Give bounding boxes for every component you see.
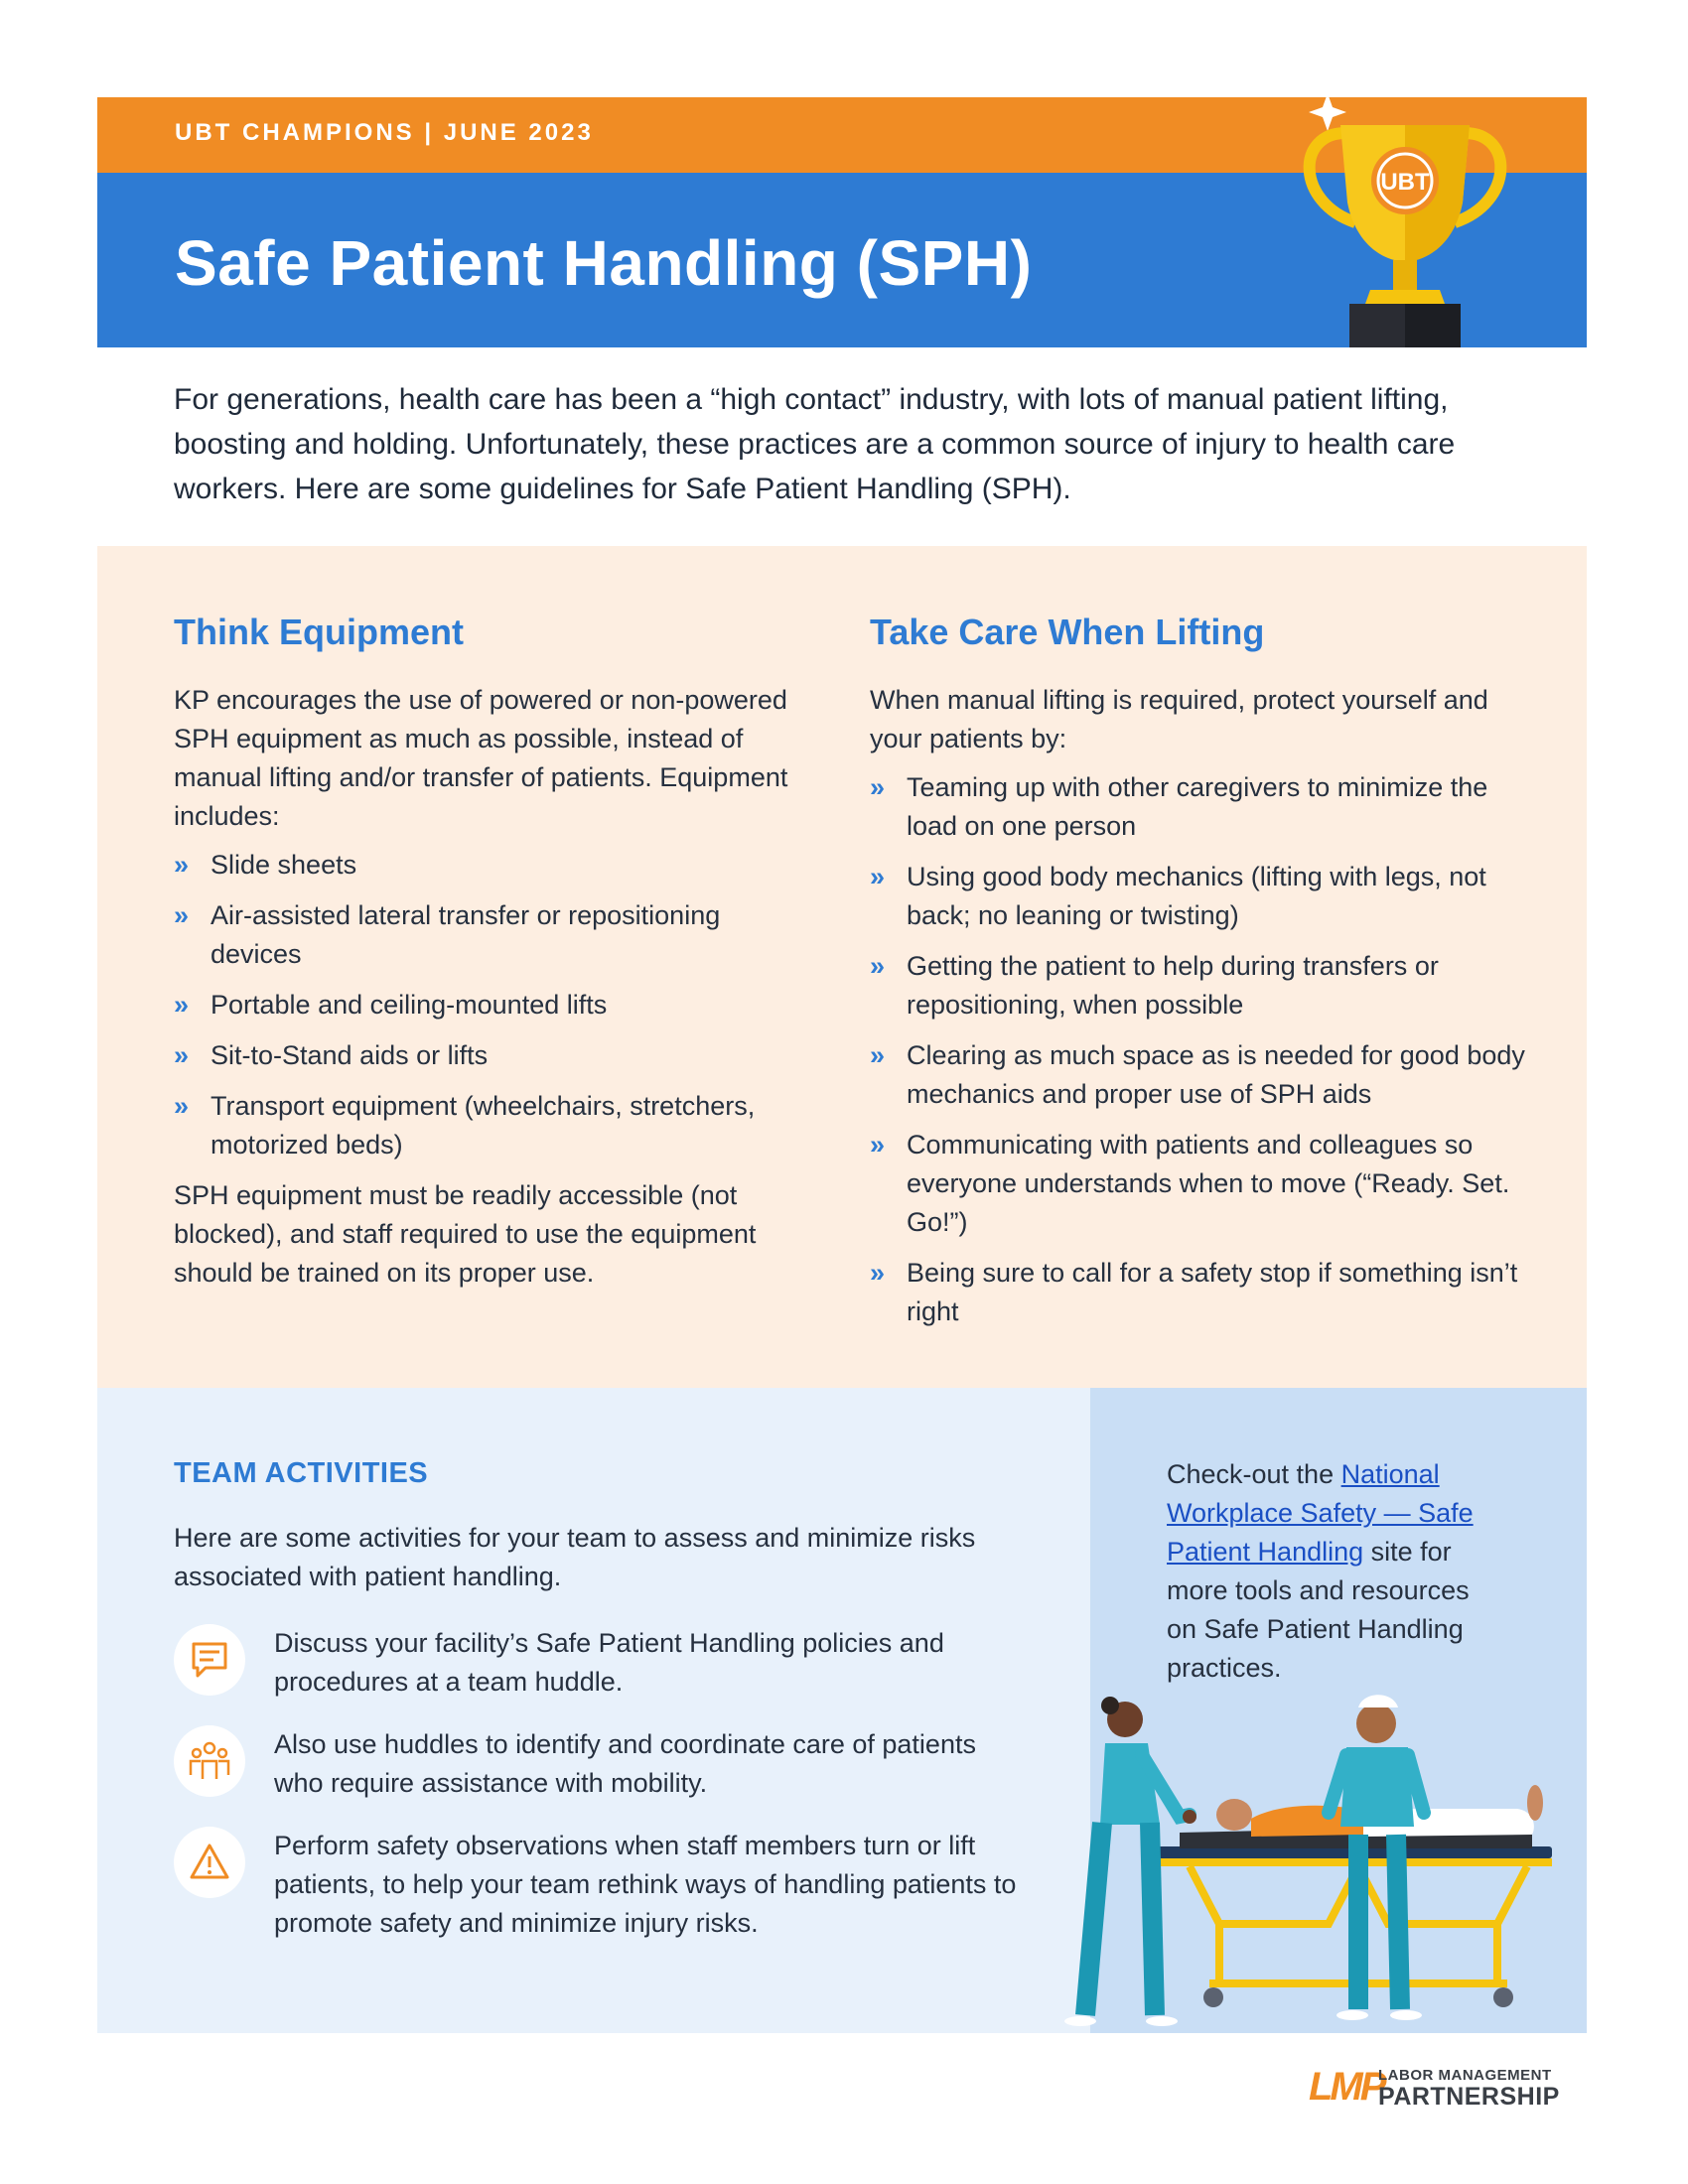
bullet-glyph: » <box>174 990 190 1020</box>
trophy-label: UBT <box>1380 169 1430 196</box>
bullet-glyph: » <box>870 1040 886 1070</box>
trophy-icon <box>1286 93 1524 347</box>
bullet-glyph: » <box>174 900 190 930</box>
bullet-glyph: » <box>174 850 190 880</box>
intro-paragraph: For generations, health care has been a “high contact” industry, with lots of manual patient lifting, boosting and holding. Unfortunately, these practices are a common source of injury to health care workers. Here are some guidelines for Safe Patient Handling (SPH). <box>174 383 1456 505</box>
bullet-glyph: » <box>870 951 886 981</box>
think-equipment-column <box>174 612 809 1293</box>
list-item: » Getting the patient to help during transfers or repositioning, when possible <box>870 947 1535 1024</box>
team-activities-intro: Here are some activities for your team to assess and minimize risks associated with patient handling. <box>174 1523 976 1591</box>
activity-text: Perform safety observations when staff members turn or lift patients, to help your team rethink ways of handling patients to promote safety and minimize injury risks. <box>274 1831 1017 1938</box>
bullet-glyph: » <box>174 1091 190 1121</box>
list-item: » Clearing as much space as is needed for good body mechanics and proper use of SPH aids <box>870 1036 1535 1114</box>
list-item: » Portable and ceiling-mounted lifts <box>174 986 809 1024</box>
tips-panel <box>97 546 1587 1388</box>
bullet-glyph: » <box>174 1040 190 1070</box>
lmp-logo-line1: LABOR MANAGEMENT <box>1378 2067 1552 2084</box>
national-workplace-safety-link[interactable]: National Workplace Safety — Safe Patient Handling <box>1167 1459 1474 1567</box>
bullet-glyph: » <box>870 1258 886 1288</box>
activity-text: Also use huddles to identify and coordinate care of patients who require assistance with mobility. <box>274 1729 976 1798</box>
patient-transport-illustration <box>1031 1686 1567 2033</box>
lmp-logo-line2: PARTNERSHIP <box>1378 2083 1560 2111</box>
warning-icon <box>174 1827 245 1898</box>
page-title: Safe Patient Handling (SPH) <box>175 227 1033 299</box>
team-icon <box>174 1725 245 1797</box>
activity-text: Discuss your facility’s Safe Patient Handling policies and procedures at a team huddle. <box>274 1628 944 1697</box>
equipment-list <box>174 846 809 1164</box>
bullet-glyph: » <box>870 1130 886 1160</box>
list-item: » Sit-to-Stand aids or lifts <box>174 1036 809 1075</box>
resources-text: Check-out the National Workplace Safety — Safe Patient Handling site for more tools and resources on Safe Patient Handling practices. <box>1167 1459 1474 1683</box>
think-equipment-heading: Think Equipment <box>174 612 464 652</box>
take-care-column <box>870 612 1535 1343</box>
think-equipment-closing: SPH equipment must be readily accessible (not blocked), and staff required to use the equipment should be trained on its proper use. <box>174 1180 757 1288</box>
lmp-logo <box>1309 2065 1589 2111</box>
resources-sidebar <box>1090 1388 1587 2033</box>
list-item: » Communicating with patients and colleagues so everyone understands when to move (“Ready. Set. Go!”) <box>870 1126 1535 1242</box>
list-item: » Slide sheets <box>174 846 809 885</box>
list-item: » Using good body mechanics (lifting with legs, not back; no leaning or twisting) <box>870 858 1535 935</box>
list-item: » Air-assisted lateral transfer or repositioning devices <box>174 896 809 974</box>
chat-icon <box>174 1624 245 1696</box>
take-care-heading: Take Care When Lifting <box>870 612 1265 652</box>
team-activities-panel <box>97 1388 1090 2033</box>
bullet-glyph: » <box>870 772 886 802</box>
list-item: » Transport equipment (wheelchairs, stretchers, motorized beds) <box>174 1087 809 1164</box>
list-item: » Being sure to call for a safety stop if something isn’t right <box>870 1254 1535 1331</box>
lmp-logo-mark: LMP <box>1309 2065 1384 2109</box>
header-kicker: UBT CHAMPIONS | JUNE 2023 <box>175 119 594 146</box>
list-item: » Teaming up with other caregivers to minimize the load on one person <box>870 768 1535 846</box>
lifting-list <box>870 768 1535 1331</box>
take-care-lead: When manual lifting is required, protect yourself and your patients by: <box>870 685 1488 753</box>
team-activities-heading: TEAM ACTIVITIES <box>174 1457 429 1489</box>
think-equipment-lead: KP encourages the use of powered or non-powered SPH equipment as much as possible, instead of manual lifting and/or transfer of patients. Equipment includes: <box>174 685 788 831</box>
bullet-glyph: » <box>870 862 886 891</box>
